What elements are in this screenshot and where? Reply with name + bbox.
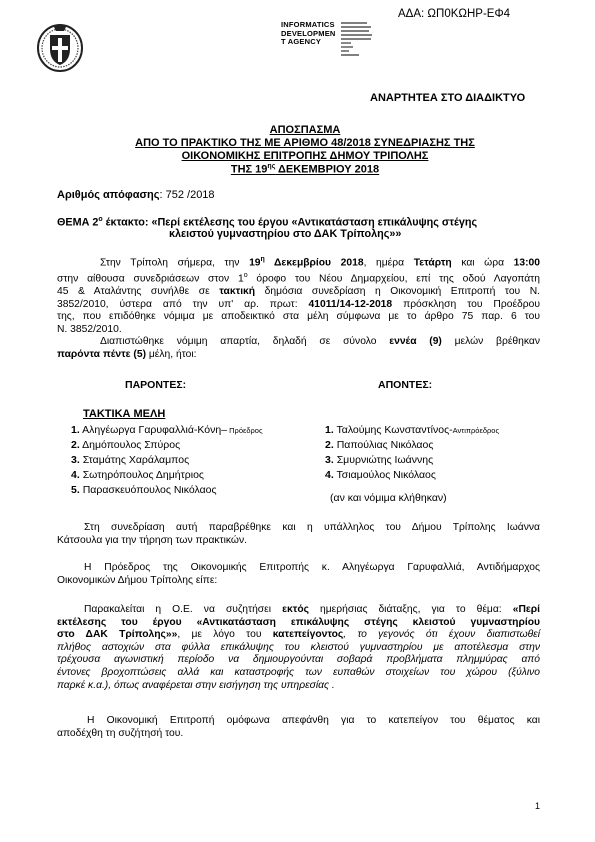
list-item: 4. Τσιαμούλος Νικόλαος <box>325 469 436 481</box>
list-item: 2. Δημόπουλος Σπύρος <box>71 439 181 451</box>
decision-number: Αριθμός απόφασης: 752 /2018 <box>57 189 215 201</box>
present-members-list <box>71 424 263 499</box>
request-line-1: Παρακαλείται η Ο.Ε. να συζητήσει εκτός ημερήσιας διάταξης, για το θέμα: «Περί <box>84 604 540 615</box>
present-title: ΠΑΡΟΝΤΕΣ: <box>125 379 187 391</box>
absent-note: (αν και νόμιμα κλήθηκαν) <box>330 492 447 504</box>
list-item: 5. Παρασκευόπουλος Νικόλαος <box>71 484 217 496</box>
list-item: 1. Αληγέωργα Γαρυφαλλιά-Κόνη– Πρόεδρος <box>71 424 263 436</box>
absent-members-list <box>325 424 499 484</box>
request-line-4: πλήθος αστοχιών στα φύλλα επικάλυψης του κλειστού γυμναστηρίου με αποτέλεσμα στην <box>57 641 540 653</box>
list-item: 1. Ταλούμης Κωνσταντίνος-Αντιπρόεδρος <box>325 424 500 436</box>
request-line-2: εκτέλεσης του έργου «Αντικατάσταση επικάλυψης στέγης κλειστού γυμναστηρίου <box>57 616 540 628</box>
employee-line-2: Κάτσουλα για την τήρηση των πρακτικών. <box>57 534 247 546</box>
intro-line-4: 3852/2010, ύστερα από την υπ' αρ. πρωτ: 41011/14-12-2018 πρόσκληση του Προέδρου <box>57 298 540 310</box>
conclusion-line-1: Η Οικονομική Επιτροπή ομόφωνα απεφάνθη για το κατεπείγον του θέματος και <box>87 715 540 726</box>
quorum-line-1: Διαπιστώθηκε νόμιμη απαρτία, δηλαδή σε σύνολο εννέα (9) μελών βρέθηκαν <box>100 336 541 347</box>
list-item: 3. Σταμάτης Χαράλαμπος <box>71 454 190 466</box>
agency-line-3: T AGENCY <box>281 37 322 47</box>
request-paragraph <box>57 604 540 692</box>
intro-line-6: Ν. 3852/2010. <box>57 323 122 335</box>
absent-title: ΑΠΟΝΤΕΣ: <box>378 379 433 391</box>
heading-date: ΤΗΣ $19^{\eta\varsigma}$ ΔΕΚΕΜΒΡΙΟΥ 2018 <box>230 163 380 176</box>
list-item: 4. Σωτηρόπουλος Δημήτριος <box>71 469 204 481</box>
request-line-6: έντονες βροχοπτώσεις αλλά και καταστροφής των ευπαθών στοιχείων του χώρου (ξύλινο <box>57 666 540 678</box>
request-line-3: στο ΔΑΚ Τρίπολης»», με λόγο του κατεπείγοντος, το γεγονός ότι έχουν διαπιστωθεί <box>57 629 540 641</box>
regular-members-title: ΤΑΚΤΙΚΑ ΜΕΛΗ <box>83 408 166 420</box>
intro-line-5: της, που επιδόθηκε νόμιμα με αποδεικτικό στα μέλη σύμφωνα με το άρθρο 75 παρ. 6 του <box>57 311 540 323</box>
heading-committee: ΟΙΚΟΝΟΜΙΚΗΣ ΕΠΙΤΡΟΠΗΣ ΔΗΜΟΥ ΤΡΙΠΟΛΗΣ <box>181 150 429 162</box>
digital-signature-stamp <box>341 21 373 75</box>
chair-paragraph <box>57 562 540 587</box>
chair-line-2: Οικονομικών Δήμου Τρίπολης είπε: <box>57 574 218 586</box>
publish-online-note: ΑΝΑΡΤΗΤΕΑ ΣΤΟ ΔΙΑΔΙΚΤΥΟ <box>370 92 526 104</box>
list-item: 2. Παπούλιας Νικόλαος <box>325 439 434 451</box>
request-line-5: τρέχουσα αγωνιστική περίοδο να δημιουργούνται σοβαρά προβλήματα πλημμύρας από <box>57 654 540 666</box>
subject-line-1: ΘΕΜΑ $2^o$ έκτακτο: «Περί εκτέλεσης του έργου «Αντικατάσταση επικάλυψης στέγης <box>57 216 478 229</box>
conclusion-paragraph <box>57 715 540 740</box>
conclusion-line-2: αποδέχθη τη συζήτησή του. <box>57 727 184 739</box>
agency-line-1: INFORMATICS <box>281 20 335 29</box>
heading-extract: ΑΠΟΣΠΑΣΜΑ <box>269 124 341 136</box>
request-line-7: παρκέ κ.α.), όπως αναφέρεται στην εισήγηση της υπηρεσίας . <box>57 679 335 691</box>
employee-paragraph <box>57 522 540 547</box>
intro-line-3: 45 & Αταλάντης συνήλθε σε τακτική δημόσια συνεδρίαση η Οικονομική Επιτροπή του Ν. <box>57 286 540 298</box>
employee-line-1: Στη συνεδρίαση αυτή παραβρέθηκε και η υπάλληλος του Δήμου Τρίπολης Ιωάννα <box>84 522 540 533</box>
chair-line-1: Η Πρόεδρος της Οικονομικής Επιτροπής κ. Αληγέωργα Γαρυφαλλιά, Αντιδήμαρχος <box>84 562 540 573</box>
quorum-paragraph <box>57 336 540 361</box>
intro-line-1: Στην Τρίπολη σήμερα, την $19^\eta$ Δεκεμβρίου 2018, ημέρα Τετάρτη και ώρα 13:00 <box>100 256 540 269</box>
ada-code: ΑΔΑ: ΩΠ0ΚΩΗΡ-ΕΦ4 <box>398 8 511 20</box>
list-item: 3. Σμυρνιώτης Ιωάννης <box>325 454 434 466</box>
subject-line-2: κλειστού γυμναστηρίου στο ΔΑΚ Τρίπολης»» <box>169 228 402 240</box>
intro-paragraph <box>57 254 540 336</box>
quorum-line-2: παρόντα πέντε (5) μέλη, ήτοι: <box>57 348 197 360</box>
agency-logo-text <box>281 21 336 47</box>
intro-line-2: στην αίθουσα συνεδριάσεων στον $1^o$ όροφο του Νέου Δημαρχείου, επί της οδού Λαγοπάτη <box>57 272 540 285</box>
agency-line-2: DEVELOPMEN <box>281 28 336 38</box>
heading-minutes: ΑΠΟ ΤΟ ΠΡΑΚΤΙΚΟ ΤΗΣ ΜΕ ΑΡΙΘΜΟ 48/2018 ΣΥΝΕΔΡΙΑΣΗΣ ΤΗΣ <box>135 137 475 149</box>
page-number: 1 <box>535 801 541 811</box>
greek-coat-of-arms-seal <box>36 21 84 73</box>
